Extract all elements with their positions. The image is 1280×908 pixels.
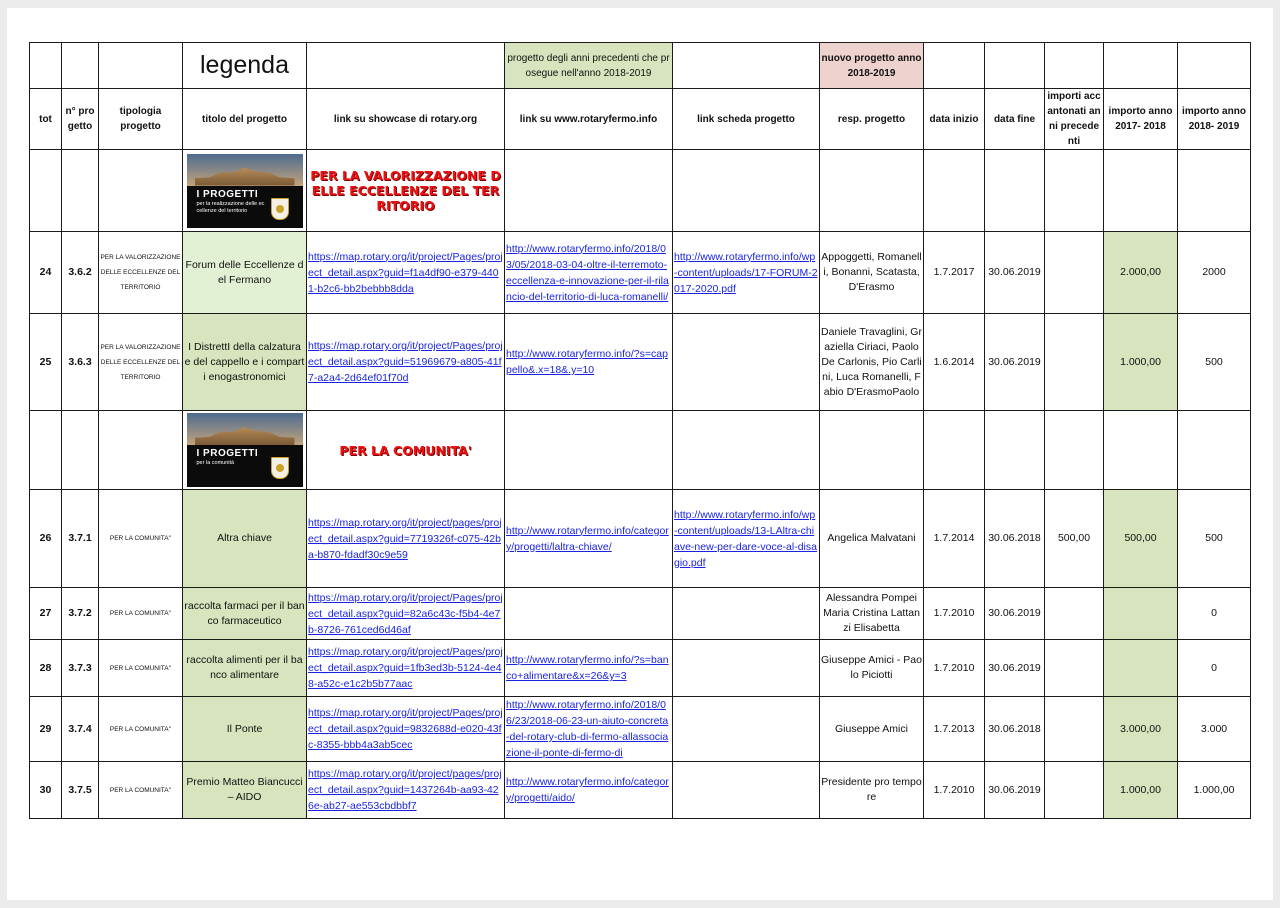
row-accantonati xyxy=(1045,314,1104,411)
row-showcase-cell xyxy=(307,640,505,697)
row-rotaryfermo-cell xyxy=(505,762,673,819)
row-tot: 29 xyxy=(30,697,62,762)
row-scheda-cell xyxy=(673,232,820,314)
row-titolo: I DistrettI della calzatura e del cappello e i comparti enogastronomici xyxy=(183,314,307,411)
row-tipologia: PER LA VALORIZZAZIONE DELLE ECCELLENZE DEL TERRITORIO xyxy=(99,232,183,314)
showcase-link[interactable]: https://map.rotary.org/it/project/Pages/project_detail.aspx?guid=f1a4df90-e379-4401-b2c6-bb2bebbb8dda xyxy=(308,250,503,295)
header-titolo: titolo del progetto xyxy=(183,89,307,150)
row-fine: 30.06.2018 xyxy=(985,490,1045,588)
row-tot: 28 xyxy=(30,640,62,697)
row-scheda-cell xyxy=(673,588,820,640)
row-tipologia: PER LA VALORIZZAZIONE DELLE ECCELLENZE DEL TERRITORIO xyxy=(99,314,183,411)
row-imp2017: 500,00 xyxy=(1104,490,1178,588)
showcase-link[interactable]: https://map.rotary.org/it/project/Pages/project_detail.aspx?guid=1fb3ed3b-5124-4e48-a52c-e1c2b5b77aac xyxy=(308,646,503,690)
table-row xyxy=(30,762,1251,819)
row-scheda-cell xyxy=(673,697,820,762)
row-titolo: Forum delle Eccellenze del Fermano xyxy=(183,232,307,314)
header-rotaryfermo: link su www.rotaryfermo.info xyxy=(505,89,673,150)
showcase-link[interactable]: https://map.rotary.org/it/project/Pages/project_detail.aspx?guid=82a6c43c-f5b4-4e7b-8726-761ced6d46af xyxy=(308,591,503,636)
scheda-link[interactable]: http://www.rotaryfermo.info/wp-content/uploads/17-FORUM-2017-2020.pdf xyxy=(674,250,818,295)
row-titolo: raccolta alimenti per il banco alimentare xyxy=(183,640,307,697)
row-rotaryfermo-cell xyxy=(505,490,673,588)
row-num: 3.6.2 xyxy=(62,232,99,314)
row-scheda-cell xyxy=(673,762,820,819)
rotary-seal-icon xyxy=(271,198,289,220)
rotaryfermo-link[interactable]: http://www.rotaryfermo.info/2018/03/05/2018-03-04-oltre-il-terremoto-eccellenza-e-innovazione-per-il-rilancio-del-territorio-di-luca-romanelli/ xyxy=(506,242,669,303)
row-rotaryfermo-cell xyxy=(505,640,673,697)
rotaryfermo-link[interactable]: http://www.rotaryfermo.info/?s=cappello&.x=18&.y=10 xyxy=(506,348,668,376)
row-imp2017: 1.000,00 xyxy=(1104,762,1178,819)
row-resp: Giuseppe Amici xyxy=(820,697,924,762)
row-titolo: raccolta farmaci per il banco farmaceutico xyxy=(183,588,307,640)
row-fine: 30.06.2019 xyxy=(985,232,1045,314)
showcase-link[interactable]: https://map.rotary.org/it/project/Pages/project_detail.aspx?guid=51969679-a805-41f7-a2a4-2d64ef01f70d xyxy=(308,340,503,384)
row-titolo: Altra chiave xyxy=(183,490,307,588)
row-imp2018: 1.000,00 xyxy=(1178,762,1251,819)
projects-table xyxy=(29,42,1251,819)
header-showcase: link su showcase di rotary.org xyxy=(307,89,505,150)
section-badge-cell xyxy=(183,150,307,232)
row-accantonati xyxy=(1045,697,1104,762)
row-resp: Giuseppe Amici - Paolo Piciotti xyxy=(820,640,924,697)
table-row xyxy=(30,232,1251,314)
row-fine: 30.06.2018 xyxy=(985,697,1045,762)
rotaryfermo-link[interactable]: http://www.rotaryfermo.info/2018/06/23/2018-06-23-un-aiuto-concreta-del-rotary-club-di-fermo-allassociazione-il-ponte-di-fermo-di xyxy=(506,699,669,759)
section-row xyxy=(30,411,1251,490)
row-fine: 30.06.2019 xyxy=(985,588,1045,640)
row-imp2018: 500 xyxy=(1178,314,1251,411)
row-showcase-cell xyxy=(307,490,505,588)
legend-new-project: nuovo progetto anno 2018-2019 xyxy=(820,43,924,89)
row-rotaryfermo-cell xyxy=(505,697,673,762)
row-showcase-cell xyxy=(307,762,505,819)
scheda-link[interactable]: http://www.rotaryfermo.info/wp-content/uploads/13-LAltra-chiave-new-per-dare-voce-al-disagio.pdf xyxy=(674,508,817,569)
row-showcase-cell xyxy=(307,314,505,411)
row-imp2017: 2.000,00 xyxy=(1104,232,1178,314)
table-row xyxy=(30,640,1251,697)
header-accantonati: importi accantonati anni precedenti xyxy=(1045,89,1104,150)
section-title: PER LA VALORIZZAZIONE DELLE ECCELLENZE DEL TERRITORIO xyxy=(307,150,505,232)
row-inizio: 1.7.2010 xyxy=(924,640,985,697)
row-fine: 30.06.2019 xyxy=(985,314,1045,411)
row-inizio: 1.7.2010 xyxy=(924,762,985,819)
row-tipologia: PER LA COMUNITA'' xyxy=(99,697,183,762)
table-row xyxy=(30,490,1251,588)
row-imp2018: 0 xyxy=(1178,588,1251,640)
row-inizio: 1.7.2010 xyxy=(924,588,985,640)
header-imp2017: importo anno 2017- 2018 xyxy=(1104,89,1178,150)
header-num: n° progetto xyxy=(62,89,99,150)
row-tipologia: PER LA COMUNITA'' xyxy=(99,640,183,697)
row-showcase-cell xyxy=(307,232,505,314)
badge-subtitle: per la realizzazione delle eccellenze del territorio xyxy=(196,200,265,214)
section-title: PER LA COMUNITA' xyxy=(307,411,505,490)
rotaryfermo-link[interactable]: http://www.rotaryfermo.info/category/progetti/aido/ xyxy=(506,776,669,804)
row-resp: Presidente pro tempore xyxy=(820,762,924,819)
row-imp2018: 500 xyxy=(1178,490,1251,588)
showcase-link[interactable]: https://map.rotary.org/it/project/pages/project_detail.aspx?guid=1437264b-aa93-426e-ab27-ae553cbdbbf7 xyxy=(308,768,502,812)
row-imp2018: 3.000 xyxy=(1178,697,1251,762)
row-titolo: Premio Matteo Biancucci – AIDO xyxy=(183,762,307,819)
row-tot: 30 xyxy=(30,762,62,819)
legend-previous-year: progetto degli anni precedenti che prosegue nell'anno 2018-2019 xyxy=(505,43,673,89)
table-row xyxy=(30,697,1251,762)
row-num: 3.7.4 xyxy=(62,697,99,762)
header-tipologia: tipologia progetto xyxy=(99,89,183,150)
row-tot: 27 xyxy=(30,588,62,640)
row-resp: Alessandra Pompei Maria Cristina Lattanzi Elisabetta xyxy=(820,588,924,640)
row-imp2017: 3.000,00 xyxy=(1104,697,1178,762)
row-showcase-cell xyxy=(307,588,505,640)
row-scheda-cell xyxy=(673,314,820,411)
header-imp2018: importo anno 2018- 2019 xyxy=(1178,89,1251,150)
legend-row xyxy=(30,43,1251,89)
header-resp: resp. progetto xyxy=(820,89,924,150)
row-imp2018: 2000 xyxy=(1178,232,1251,314)
header-inizio: data inizio xyxy=(924,89,985,150)
rotaryfermo-link[interactable]: http://www.rotaryfermo.info/category/progetti/laltra-chiave/ xyxy=(506,524,669,553)
document-page xyxy=(7,8,1273,900)
row-titolo: Il Ponte xyxy=(183,697,307,762)
rotaryfermo-link[interactable]: http://www.rotaryfermo.info/?s=banco+alimentare&x=26&y=3 xyxy=(506,654,669,682)
badge-title: I PROGETTI xyxy=(196,448,259,459)
row-accantonati xyxy=(1045,762,1104,819)
row-inizio: 1.7.2014 xyxy=(924,490,985,588)
row-num: 3.7.3 xyxy=(62,640,99,697)
row-num: 3.7.1 xyxy=(62,490,99,588)
row-accantonati xyxy=(1045,588,1104,640)
header-fine: data fine xyxy=(985,89,1045,150)
row-tot: 26 xyxy=(30,490,62,588)
row-rotaryfermo-cell xyxy=(505,314,673,411)
row-accantonati: 500,00 xyxy=(1045,490,1104,588)
row-resp: Angelica Malvatani xyxy=(820,490,924,588)
section-row xyxy=(30,150,1251,232)
legend-title: legenda xyxy=(183,43,307,89)
row-tipologia: PER LA COMUNITA'' xyxy=(99,588,183,640)
row-tot: 24 xyxy=(30,232,62,314)
row-fine: 30.06.2019 xyxy=(985,640,1045,697)
row-inizio: 1.7.2013 xyxy=(924,697,985,762)
row-tipologia: PER LA COMUNITA'' xyxy=(99,490,183,588)
row-num: 3.7.5 xyxy=(62,762,99,819)
section-badge-cell xyxy=(183,411,307,490)
row-accantonati xyxy=(1045,232,1104,314)
project-badge-image xyxy=(187,413,303,487)
row-imp2017 xyxy=(1104,640,1178,697)
row-tipologia: PER LA COMUNITA'' xyxy=(99,762,183,819)
badge-subtitle: per la comunità xyxy=(196,460,235,466)
row-rotaryfermo-cell xyxy=(505,588,673,640)
project-badge-image xyxy=(187,154,303,228)
showcase-link[interactable]: https://map.rotary.org/it/project/pages/project_detail.aspx?guid=7719326f-c075-42ba-b870-fdadf30c9e59 xyxy=(308,516,502,561)
row-num: 3.6.3 xyxy=(62,314,99,411)
row-resp: Daniele Travaglini, Graziella Ciriaci, Paolo De Carlonis, Pio Carlini, Luca Romanelli, Fabio D'ErasmoPaolo xyxy=(820,314,924,411)
rotary-seal-icon xyxy=(271,457,289,479)
row-imp2017: 1.000,00 xyxy=(1104,314,1178,411)
row-rotaryfermo-cell xyxy=(505,232,673,314)
row-tot: 25 xyxy=(30,314,62,411)
showcase-link[interactable]: https://map.rotary.org/it/project/Pages/project_detail.aspx?guid=9832688d-e020-43fc-8355-bbb4a3ab5cec xyxy=(308,707,503,751)
row-inizio: 1.7.2017 xyxy=(924,232,985,314)
badge-title: I PROGETTI xyxy=(196,188,259,200)
header-row xyxy=(30,89,1251,150)
table-row xyxy=(30,314,1251,411)
row-accantonati xyxy=(1045,640,1104,697)
row-scheda-cell xyxy=(673,640,820,697)
row-inizio: 1.6.2014 xyxy=(924,314,985,411)
row-showcase-cell xyxy=(307,697,505,762)
row-imp2017 xyxy=(1104,588,1178,640)
row-fine: 30.06.2019 xyxy=(985,762,1045,819)
row-resp: Appoggetti, Romanelli, Bonanni, Scatasta, D'Erasmo xyxy=(820,232,924,314)
row-scheda-cell xyxy=(673,490,820,588)
row-num: 3.7.2 xyxy=(62,588,99,640)
header-scheda: link scheda progetto xyxy=(673,89,820,150)
table-row xyxy=(30,588,1251,640)
row-imp2018: 0 xyxy=(1178,640,1251,697)
header-tot: tot xyxy=(30,89,62,150)
